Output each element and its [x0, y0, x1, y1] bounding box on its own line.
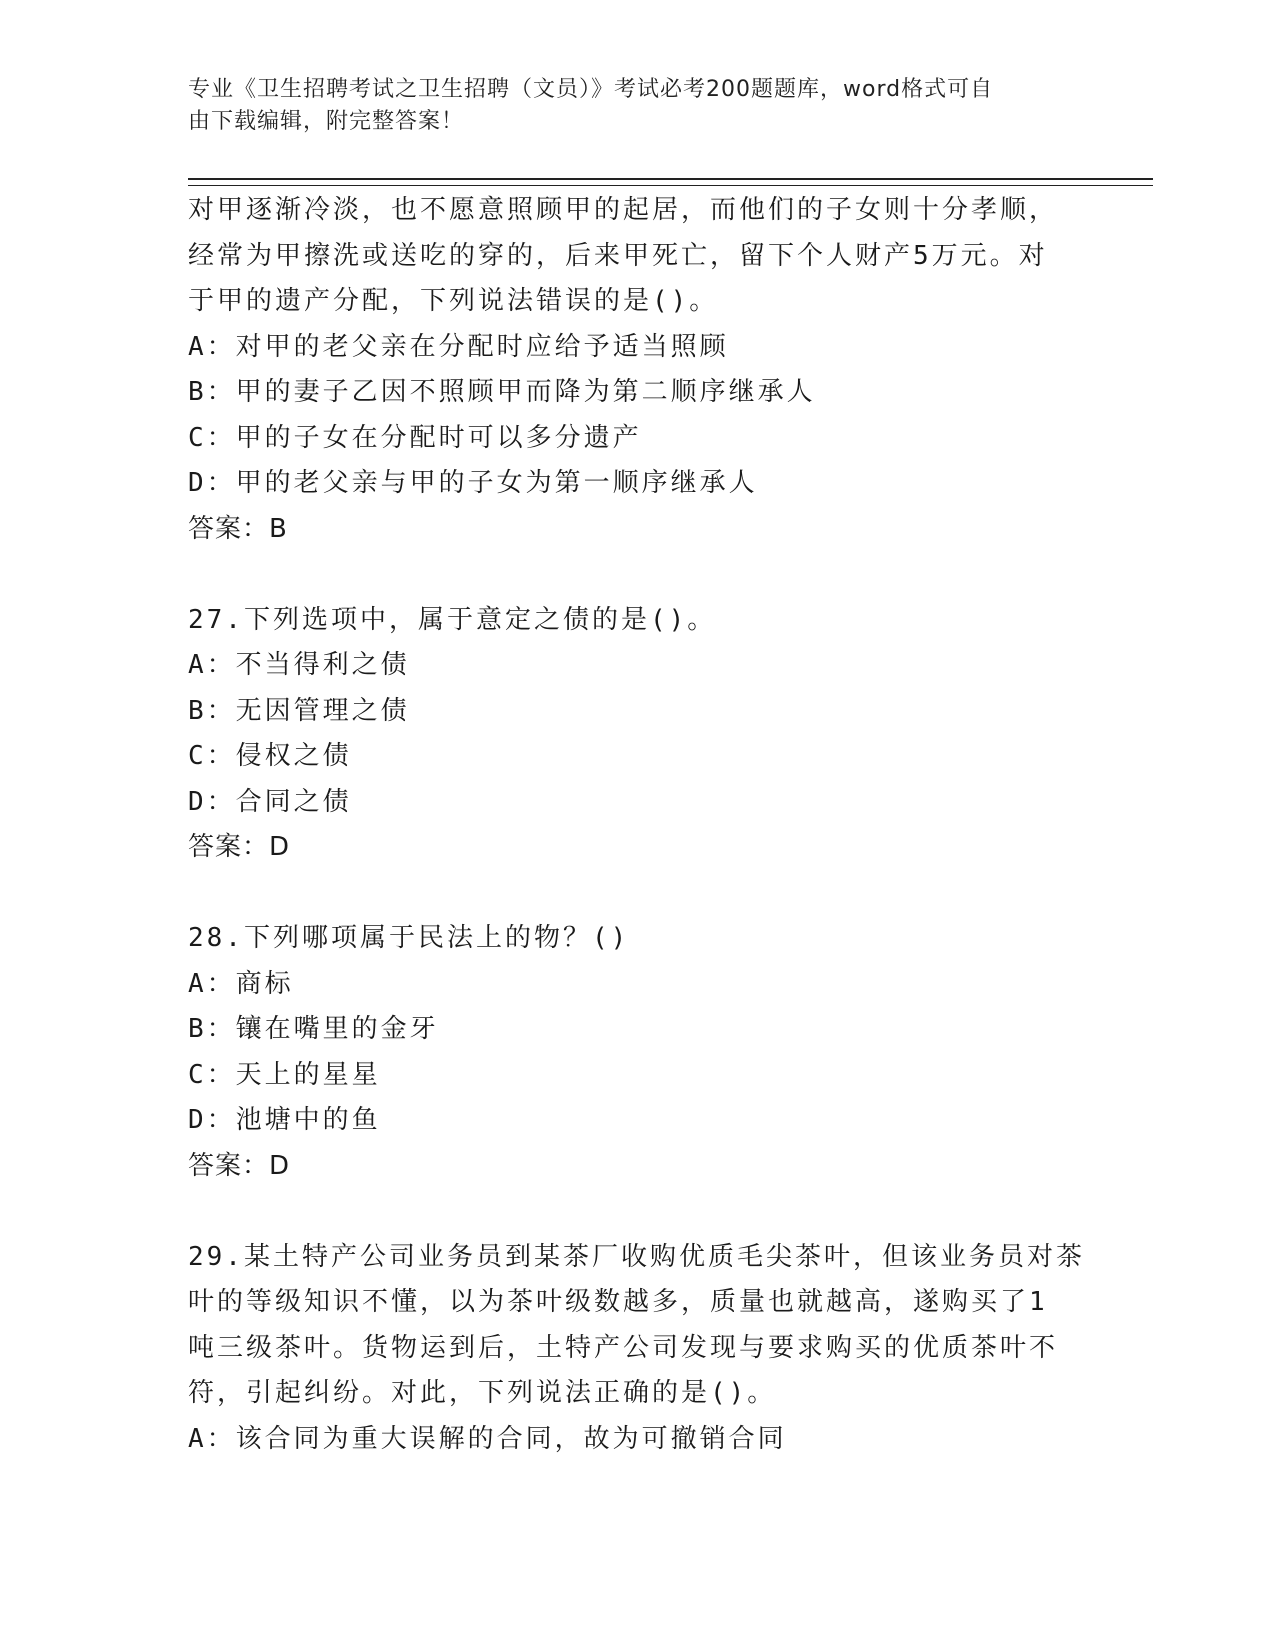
- option-b: B：镶在嘴里的金牙: [188, 1014, 439, 1044]
- option-b: B：无因管理之债: [188, 695, 410, 726]
- question-stem-line: 27.下列选项中，属于意定之债的是()。: [188, 604, 717, 635]
- option-a: A：商标: [188, 968, 294, 999]
- option-a: A：对甲的老父亲在分配时应给予适当照顾: [188, 331, 729, 362]
- option-c: C：天上的星星: [188, 1059, 381, 1090]
- header-line-1: 专业《卫生招聘考试之卫生招聘（文员）》考试必考200题题库，word格式可自: [188, 77, 994, 102]
- question-stem-line: 对甲逐渐冷淡，也不愿意照顾甲的起居，而他们的子女则十分孝顺，: [188, 195, 1059, 225]
- header-divider: [188, 178, 1153, 186]
- question-28: [188, 916, 1088, 1189]
- question-stem-line: 29.某土特产公司业务员到某茶厂收购优质毛尖茶叶，但该业务员对茶: [188, 1241, 1085, 1272]
- option-c: C：侵权之债: [188, 741, 352, 771]
- question-list: [188, 188, 1088, 1462]
- question-stem-line: 于甲的遗产分配，下列说法错误的是()。: [188, 286, 719, 316]
- option-d: D：合同之债: [188, 786, 352, 817]
- question-stem-line: 吨三级茶叶。货物运到后，土特产公司发现与要求购买的优质茶叶不: [188, 1332, 1059, 1363]
- question-spacer: [188, 1189, 1088, 1235]
- question-stem-line: 符，引起纠纷。对此，下列说法正确的是()。: [188, 1378, 777, 1408]
- question-27: [188, 598, 1088, 871]
- question-spacer: [188, 871, 1088, 917]
- question-29: [188, 1235, 1088, 1463]
- answer-line: 答案：D: [188, 832, 291, 862]
- option-b: B：甲的妻子乙因不照顾甲而降为第二顺序继承人: [188, 377, 816, 407]
- question-26: [188, 188, 1088, 552]
- answer-line: 答案：D: [188, 1150, 291, 1181]
- option-d: D：池塘中的鱼: [188, 1105, 381, 1135]
- question-spacer: [188, 552, 1088, 598]
- question-stem-line: 28.下列哪项属于民法上的物？(): [188, 923, 630, 953]
- question-stem-line: 叶的等级知识不懂，以为茶叶级数越多，质量也就越高，遂购买了1: [188, 1287, 1048, 1317]
- option-a: A：不当得利之债: [188, 650, 410, 680]
- question-stem-line: 经常为甲擦洗或送吃的穿的，后来甲死亡，留下个人财产5万元。对: [188, 240, 1048, 271]
- option-c: C：甲的子女在分配时可以多分遗产: [188, 422, 642, 453]
- answer-line: 答案：B: [188, 513, 288, 544]
- header-line-2: 由下载编辑，附完整答案！: [188, 109, 465, 134]
- option-d: D：甲的老父亲与甲的子女为第一顺序继承人: [188, 468, 758, 498]
- document-header: [188, 74, 1068, 138]
- option-a: A：该合同为重大误解的合同，故为可撤销合同: [188, 1423, 787, 1454]
